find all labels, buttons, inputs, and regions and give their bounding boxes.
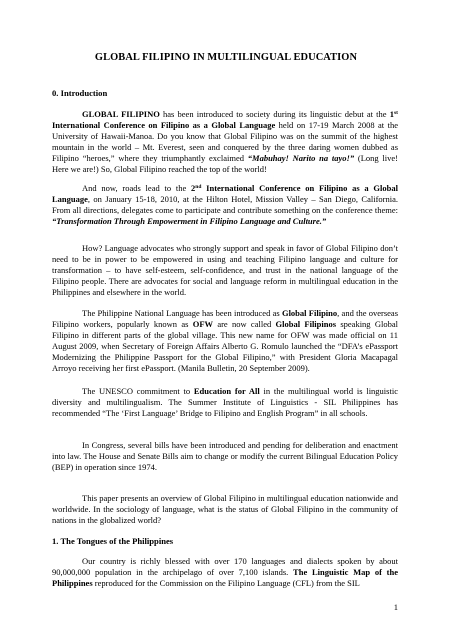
- ordinal-suffix: nd: [195, 184, 202, 190]
- bold-text: The Linguistic Map of the Philippines: [52, 567, 398, 588]
- paragraph-text: held on 17-19 March 2008 at the University of Hawaii-Manoa. Do you know that Global Filipino was on the summit of the highest mountain in the world – Mt. Everest, seen and conquered by the three daring women dubbed as Filipino “heroes,” where they triumphantly exclaimed: [52, 120, 398, 163]
- bold-text: Global Filipino: [281, 308, 338, 318]
- paragraph-5: [52, 386, 398, 419]
- ordinal-number: 1: [389, 109, 395, 119]
- paragraph-text: And now, roads lead to the: [82, 183, 192, 193]
- paragraph-text: speaking Global Filipino in different parts of the global village. This new name for OFW was made official on 11 August 2009, when Secretary of Foreign Affairs Alberto G. Romulo launched the “DFA’s ePassport Modernizing the Philippine Passport for the Global Filipino,” with President Gloria Macapagal Arroyo receiving her first ePassport. (Manila Bulletin, 20 September 2009).: [52, 319, 398, 373]
- paragraph-4: [52, 308, 398, 374]
- document-title: GLOBAL FILIPINO IN MULTILINGUAL EDUCATION: [94, 52, 358, 63]
- paragraph-text: , and the overseas Filipino workers, popularly known as: [52, 308, 399, 329]
- paragraph-8: [52, 556, 398, 589]
- paragraph-text: The UNESCO commitment to: [82, 386, 194, 396]
- paragraph-text: (Long live! Here we are!) So, Global Filipino reached the top of the world!: [52, 153, 399, 174]
- paragraph-7: This paper presents an overview of Global Filipino in multilingual education nationwide and worldwide. In the sociology of language, what is the status of Global Filipino in the community of nations in the globalized world?: [52, 493, 398, 525]
- paragraph-3: How? Language advocates who strongly support and speak in favor of Global Filipino don’t need to be in power to be empowered in using and teaching Filipino language and culture for transformation – to have self-esteem, self-confidence, and trust in the national language of the Filipino people. There are advocates for social and language reform in multilingual education in the Philippines and elsewhere in the world.: [52, 243, 398, 297]
- paragraph-text: in the multilingual world is linguistic diversity and multilingualism. The Summer Institute of Linguistics - SIL Philippines has recommended “The ‘First Language’ Bridge to Filipino and English Program” in all schools.: [52, 386, 398, 418]
- paragraph-text: Our country is richly blessed with over 170 languages and dialects spoken by about 90,000,000 population in the archipelago of over 7,100 islands.: [52, 556, 398, 577]
- paragraph-text: has been introduced to society during its linguistic debut at the: [159, 109, 390, 119]
- bold-text: Education for All: [193, 386, 260, 396]
- bold-italic-quote: “Transformation Through Empowerment in Filipino Language and Culture.”: [52, 216, 327, 226]
- bold-text: GLOBAL FILIPINO: [82, 109, 160, 119]
- bold-text: OFW: [192, 319, 214, 329]
- page-number: 1: [393, 602, 398, 612]
- paragraph-text: The Philippine National Language has been introduced as: [82, 308, 282, 318]
- paragraph-6: In Congress, several bills have been introduced and pending for deliberation and enactment into law. The House and Senate Bills aim to change or modify the current Bilingual Education Policy (BEP) in operation since 1974.: [52, 440, 398, 472]
- section-heading-tongues: 1. The Tongues of the Philippines: [52, 536, 174, 546]
- conference-name: International Conference on Filipino as a Global Language: [52, 183, 398, 204]
- section-heading-introduction: 0. Introduction: [52, 88, 108, 98]
- paragraph-text: reproduced for the Commission on the Filipino Language (CFL) from the SIL: [92, 578, 360, 588]
- bold-italic-quote: “Mabuhay! Narito na tayo!”: [247, 153, 355, 163]
- ordinal-suffix: st: [394, 110, 398, 116]
- paragraph-1: [52, 109, 398, 175]
- conference-name: International Conference on Filipino as a Global Language: [52, 120, 276, 130]
- paragraph-2: [52, 183, 398, 227]
- ordinal-number: 2: [191, 183, 196, 193]
- paragraph-text: , on January 15-18, 2010, at the Hilton Hotel, Mission Valley – San Diego, California. From all directions, delegates come to participate and contribute something on the conference theme:: [52, 194, 398, 215]
- bold-text: Global Filipinos: [275, 319, 337, 329]
- paragraph-text: are now called: [213, 319, 276, 329]
